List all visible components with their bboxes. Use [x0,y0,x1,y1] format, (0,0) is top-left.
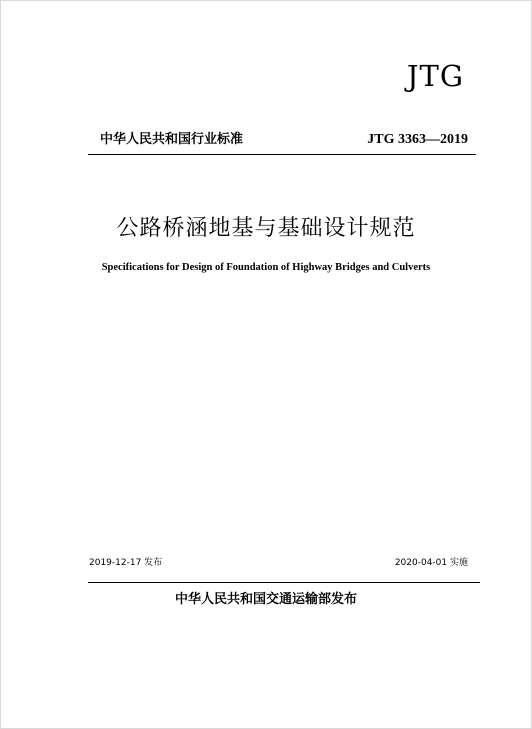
standard-number: JTG 3363—2019 [367,132,468,147]
effective-date: 2020-04-01 实施 [394,558,468,568]
standard-category: 中华人民共和国行业标准 [100,132,244,147]
header-divider [88,154,476,155]
document-title-chinese: 公路桥涵地基与基础设计规范 [116,216,416,241]
footer-divider [88,582,480,583]
publisher: 中华人民共和国交通运输部发布 [174,592,357,607]
brand-mark: JTG [406,59,464,93]
document-title-english: Specifications for Design of Foundation of Highway Bridges and Culverts [101,262,431,273]
issue-date: 2019-12-17 发布 [89,558,163,568]
